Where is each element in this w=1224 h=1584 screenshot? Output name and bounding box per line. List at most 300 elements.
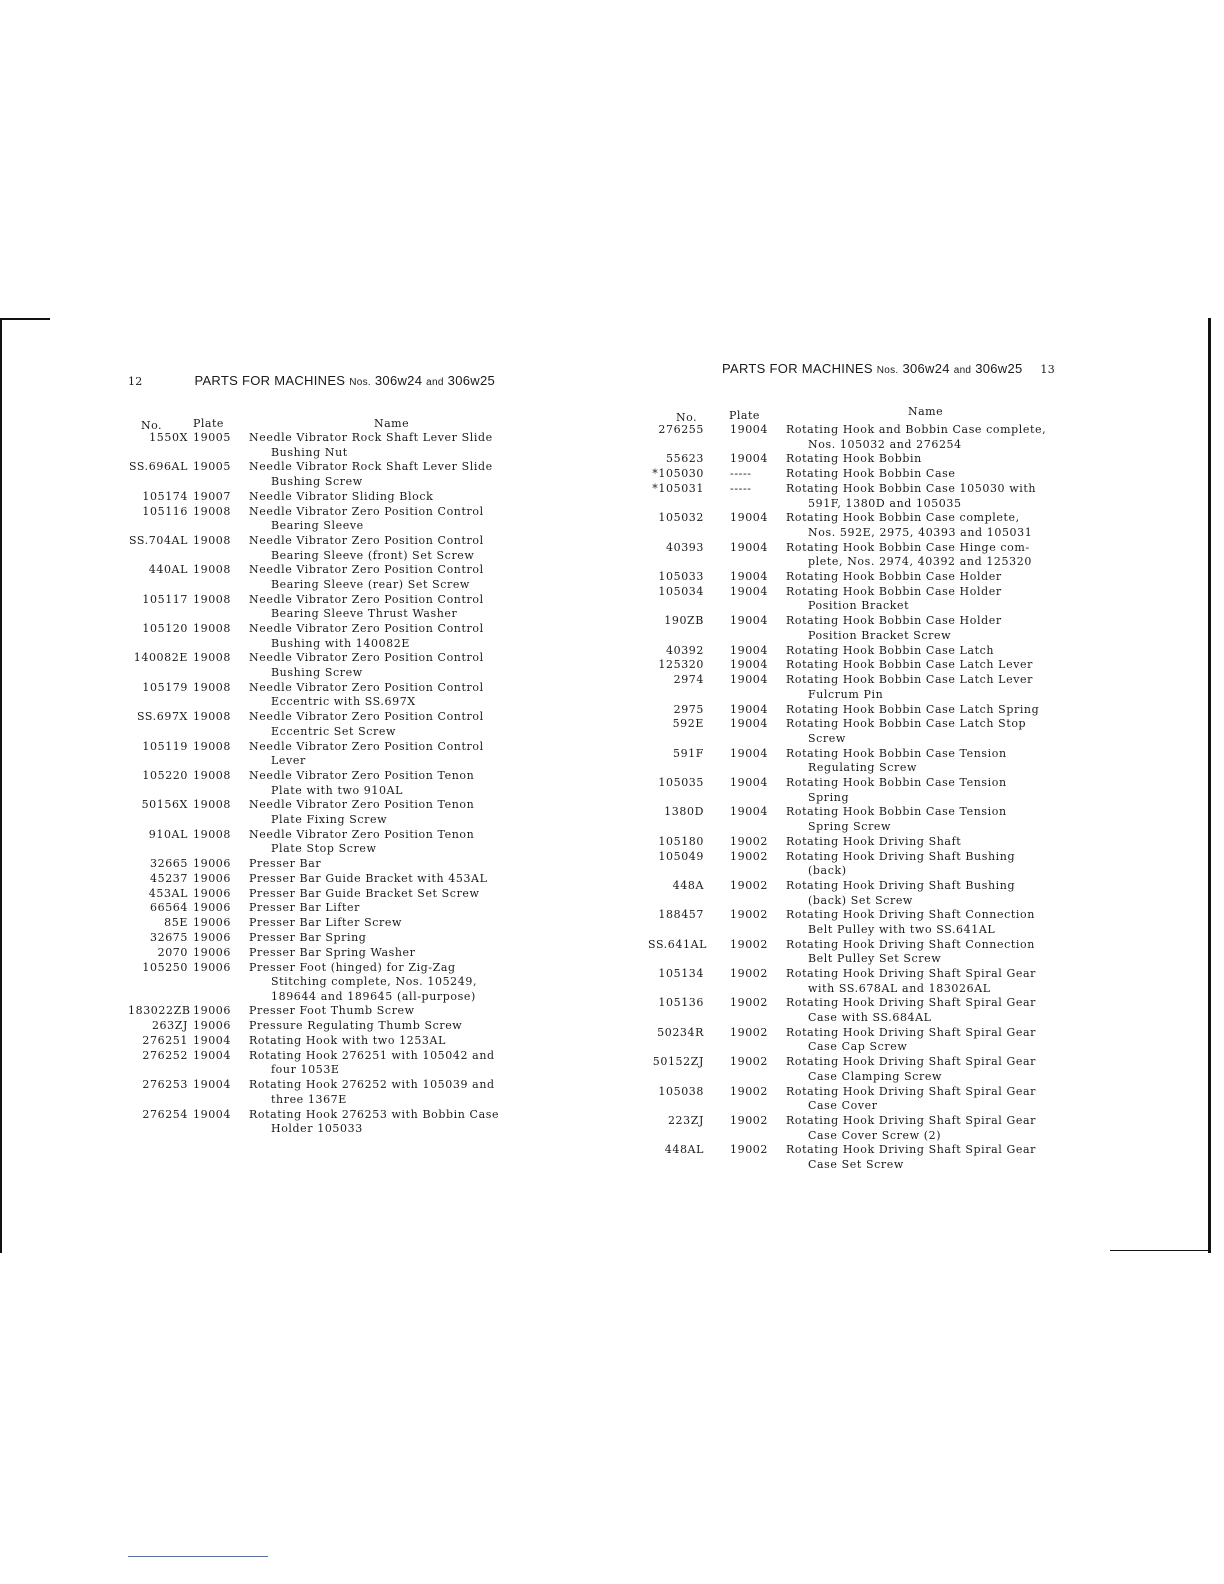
part-row [648,511,1068,540]
part-name-line: Eccentric with SS.697X [271,695,416,709]
plate-number: 19004 [730,540,768,554]
part-name [249,769,508,798]
part-name [786,423,1068,452]
part-name [786,967,1068,996]
part-row [128,901,508,916]
right-edge-vertical [1208,318,1211,1253]
part-name-line: Spring Screw [808,820,892,834]
part-name [786,585,1068,614]
part-name [786,673,1068,702]
part-name-line: Presser Bar Lifter [249,901,361,915]
part-name-line: plete, Nos. 2974, 40392 and 125320 [808,555,1032,569]
part-name-line: with SS.678AL and 183026AL [808,981,991,995]
part-name-line: Case Cover [808,1099,878,1113]
part-row [648,879,1068,908]
part-row [128,460,508,489]
part-number: 105120 [142,622,188,636]
part-name-line: Rotating Hook Driving Shaft Bushing [786,878,1016,892]
part-row [128,798,508,827]
part-row [128,887,508,902]
part-number: 448A [672,878,704,892]
part-row [648,1085,1068,1114]
part-name [249,622,508,651]
part-number: 40393 [666,540,704,554]
part-row [128,857,508,872]
part-name-line: Bearing Sleeve [271,519,364,533]
part-row [128,740,508,769]
part-row [648,658,1068,673]
part-row [128,1019,508,1034]
part-name-line: Plate with two 910AL [271,783,404,797]
part-name [249,887,508,902]
part-row [648,585,1068,614]
plate-number: 19004 [193,1107,231,1121]
parts-list-left [128,431,508,1137]
part-number: 223ZJ [667,1113,704,1127]
part-number: SS.696AL [128,460,188,474]
part-row [128,431,508,460]
plate-number: 19006 [193,916,231,930]
header-and: and [953,365,972,376]
part-name-line: Rotating Hook Bobbin Case Tension [786,805,1007,819]
part-row [128,681,508,710]
part-number: 276252 [142,1048,188,1062]
header-nos: Nos. [349,377,371,388]
part-name-line: Rotating Hook 276253 with Bobbin Case [249,1107,500,1121]
part-name-line: Case with SS.684AL [808,1011,932,1025]
part-name-line: Rotating Hook Bobbin Case complete, [786,511,1020,525]
part-number: 105174 [142,489,188,503]
part-row [648,614,1068,643]
part-row [648,835,1068,850]
part-name-line: Presser Bar Spring Washer [249,945,416,959]
plate-number: 19002 [730,967,768,981]
part-name-line: Rotating Hook Driving Shaft Bushing [786,849,1016,863]
part-name [249,490,508,505]
plate-number: 19004 [730,643,768,657]
part-row [128,1049,508,1078]
part-name [786,614,1068,643]
part-name [249,946,508,961]
part-number: 276254 [142,1107,188,1121]
part-name-line: Rotating Hook Bobbin Case Latch Spring [786,702,1040,716]
part-name [786,996,1068,1025]
part-name [786,1085,1068,1114]
part-name-line: Lever [271,754,306,768]
right-edge-rule [1110,1250,1211,1251]
part-name-line: Bushing Screw [271,474,363,488]
header-model-1: 306w24 [374,373,423,388]
page-number: 13 [1040,363,1056,376]
part-number: 32665 [150,857,188,871]
plate-number: 19004 [193,1048,231,1062]
plate-number: ----- [730,481,752,495]
part-name-line: (back) [808,864,847,878]
part-name [249,563,508,592]
part-name-line: Rotating Hook Driving Shaft Spiral Gear [786,1025,1037,1039]
part-number: 140082E [133,651,188,665]
part-name-line: Rotating Hook Bobbin Case Tension [786,746,1007,760]
part-name [249,651,508,680]
part-number: 105033 [658,570,704,584]
part-number: 276255 [658,423,704,436]
part-name-line: Stitching complete, Nos. 105249, [271,975,478,989]
part-name-line: Needle Vibrator Zero Position Control [249,680,484,694]
part-row [648,776,1068,805]
part-row [128,872,508,887]
part-row [128,622,508,651]
part-name [249,1019,508,1034]
part-number: *105030 [652,467,704,481]
part-name [249,505,508,534]
part-name-line: Rotating Hook Driving Shaft Connection [786,908,1035,922]
part-name [249,431,508,460]
part-name-line: Rotating Hook with two 1253AL [249,1034,446,1048]
part-name-line: Rotating Hook Driving Shaft Spiral Gear [786,1055,1037,1069]
part-number: 50152ZJ [652,1055,704,1069]
plate-number: 19004 [730,776,768,790]
header-model-1: 306w24 [902,361,950,376]
part-number: 591F [672,746,704,760]
part-row [128,1004,508,1019]
part-name-line: Needle Vibrator Sliding Block [249,489,434,503]
plate-number: 19007 [193,489,231,503]
part-name-line: (back) Set Screw [808,893,913,907]
part-name [786,703,1068,718]
part-number: 440AL [148,563,188,577]
plate-number: 19004 [730,423,768,436]
plate-number: 19002 [730,849,768,863]
part-row [648,1055,1068,1084]
part-row [128,651,508,680]
part-row [128,593,508,622]
part-name [249,931,508,946]
part-number: 50234R [657,1025,704,1039]
part-name [249,1034,508,1049]
part-name [249,798,508,827]
header-nos: Nos. [876,365,899,376]
part-name-line: Needle Vibrator Zero Position Control [249,592,484,606]
header-model-2: 306w25 [975,361,1023,376]
plate-number: 19004 [730,511,768,525]
part-row [128,961,508,1005]
page-number: 12 [128,375,143,388]
plate-number: 19002 [730,1055,768,1069]
part-name-line: Rotating Hook Bobbin Case Hinge com- [786,540,1030,554]
part-name-line: Needle Vibrator Zero Position Tenon [249,798,475,812]
part-name [786,805,1068,834]
part-name [249,534,508,563]
part-name [249,593,508,622]
part-name-line: Bushing with 140082E [271,636,410,650]
part-name-line: Rotating Hook Bobbin Case Latch Lever [786,658,1033,672]
plate-number: 19002 [730,908,768,922]
part-row [128,505,508,534]
part-row [128,534,508,563]
header-model-2: 306w25 [447,373,496,388]
part-row [128,1108,508,1137]
part-name-line: Rotating Hook Bobbin Case 105030 with [786,481,1037,495]
column-header-plate: Plate [729,409,760,422]
part-name-line: Presser Bar Guide Bracket Set Screw [249,886,480,900]
part-number: 105038 [658,1084,704,1098]
left-page-header [128,373,495,388]
part-name-line: Spring [808,790,850,804]
part-row [648,938,1068,967]
part-name-line: Rotating Hook Driving Shaft Spiral Gear [786,967,1037,981]
part-name-line: Rotating Hook Driving Shaft Spiral Gear [786,996,1037,1010]
plate-number: 19004 [730,702,768,716]
plate-number: 19008 [193,739,231,753]
part-name-line: Rotating Hook Driving Shaft Connection [786,937,1035,951]
part-number: 105116 [142,504,188,518]
plate-number: 19008 [193,827,231,841]
part-row [648,703,1068,718]
part-name-line: three 1367E [271,1092,347,1106]
part-number: 1380D [664,805,704,819]
part-name-line: Presser Bar [249,857,322,871]
part-name-line: Nos. 592E, 2975, 40393 and 105031 [808,525,1033,539]
part-name-line: 189644 and 189645 (all-purpose) [271,989,476,1003]
part-name [786,482,1068,511]
bottom-blue-rule [128,1556,268,1557]
part-name [249,857,508,872]
part-row [128,710,508,739]
part-name [786,938,1068,967]
plate-number: 19004 [730,658,768,672]
plate-number: 19008 [193,533,231,547]
plate-number: 19002 [730,1025,768,1039]
part-name [249,740,508,769]
part-number: 40392 [666,643,704,657]
part-number: 2070 [157,945,188,959]
part-number: SS.641AL [648,937,708,951]
part-name-line: Needle Vibrator Zero Position Control [249,622,484,636]
part-name-line: Needle Vibrator Zero Position Control [249,533,484,547]
plate-number: 19008 [193,768,231,782]
part-row [648,467,1068,482]
part-name-line: Case Clamping Screw [808,1069,943,1083]
part-name-line: Rotating Hook Driving Shaft Spiral Gear [786,1113,1037,1127]
part-name-line: Fulcrum Pin [808,687,884,701]
plate-number: 19002 [730,937,768,951]
header-title: PARTS FOR MACHINES [194,373,346,388]
part-name-line: Rotating Hook Bobbin Case Latch Stop [786,717,1027,731]
plate-number: 19004 [730,614,768,628]
part-number: 188457 [658,908,704,922]
plate-number: 19002 [730,834,768,848]
part-row [648,747,1068,776]
part-number: 105032 [658,511,704,525]
part-number: 183022ZB [128,1004,191,1018]
part-name-line: Needle Vibrator Zero Position Control [249,504,484,518]
parts-list-right [648,423,1068,1173]
part-number: 105179 [142,680,188,694]
part-name [786,511,1068,540]
part-name-line: Presser Bar Spring [249,930,367,944]
part-name [786,570,1068,585]
part-number: 105034 [658,584,704,598]
part-name-line: Rotating Hook Bobbin Case Holder [786,570,1002,584]
left-edge-vertical [0,318,2,1253]
part-number: 55623 [666,452,704,466]
plate-number: 19006 [193,945,231,959]
plate-number: 19004 [193,1034,231,1048]
part-number: 448AL [664,1143,704,1157]
part-name [786,644,1068,659]
plate-number: 19004 [730,717,768,731]
part-number: 276251 [142,1034,188,1048]
part-name [249,872,508,887]
part-name [249,1004,508,1019]
part-row [128,946,508,961]
part-row [648,908,1068,937]
plate-number: 19002 [730,1143,768,1157]
part-row [648,541,1068,570]
part-row [128,490,508,505]
part-number: 105117 [142,592,188,606]
part-name [249,828,508,857]
plate-number: 19006 [193,930,231,944]
column-header-no: No. [676,411,698,424]
part-number: 105250 [142,960,188,974]
part-name-line: Screw [808,731,846,745]
part-number: 105180 [658,834,704,848]
part-name [786,658,1068,673]
part-name [249,961,508,1005]
part-name-line: Bearing Sleeve (rear) Set Screw [271,577,470,591]
part-name-line: Needle Vibrator Zero Position Control [249,710,484,724]
column-header-no: No. [141,419,163,432]
column-header-name: Name [374,417,410,430]
part-name [249,901,508,916]
plate-number: 19006 [193,1004,231,1018]
part-name-line: Plate Stop Screw [271,842,377,856]
part-row [648,967,1068,996]
part-number: 85E [164,916,188,930]
part-number: 2974 [673,673,704,687]
part-name [249,710,508,739]
part-name-line: Needle Vibrator Zero Position Control [249,651,484,665]
part-name [786,835,1068,850]
column-header-plate: Plate [193,417,224,430]
part-name-line: Bushing Screw [271,666,363,679]
plate-number: 19004 [730,746,768,760]
plate-number: 19008 [193,651,231,665]
part-number: 592E [672,717,704,731]
part-name-line: Rotating Hook Bobbin Case [786,467,956,481]
part-name [786,541,1068,570]
left-edge-rule [0,318,50,320]
part-name-line: Case Cap Screw [808,1040,908,1054]
part-number: SS.704AL [128,533,188,547]
header-and: and [426,377,444,388]
plate-number: 19008 [193,592,231,606]
part-row [648,1026,1068,1055]
right-page-header [722,361,1055,376]
part-row [128,769,508,798]
plate-number: 19008 [193,710,231,724]
part-number: 1550X [149,431,188,444]
part-row [648,850,1068,879]
part-name [786,1114,1068,1143]
part-row [648,482,1068,511]
part-name [249,1108,508,1137]
part-name-line: Rotating Hook Driving Shaft Spiral Gear [786,1084,1037,1098]
part-name [786,452,1068,467]
part-number: 105220 [142,768,188,782]
part-row [128,1034,508,1049]
part-name-line: Bearing Sleeve Thrust Washer [271,607,458,621]
part-number: 105136 [658,996,704,1010]
part-number: 105134 [658,967,704,981]
part-name [786,1143,1068,1172]
part-name-line: Case Set Screw [808,1157,904,1171]
part-number: 2975 [673,702,704,716]
plate-number: ----- [730,467,752,481]
plate-number: 19002 [730,1084,768,1098]
plate-number: 19008 [193,680,231,694]
part-number: SS.697X [136,710,188,724]
part-name [249,916,508,931]
part-number: 66564 [150,901,188,915]
part-name-line: Presser Bar Guide Bracket with 453AL [249,871,488,885]
part-name-line: Rotating Hook Driving Shaft Spiral Gear [786,1143,1037,1157]
part-name [786,879,1068,908]
part-name-line: Position Bracket Screw [808,628,952,642]
part-number: 32675 [150,930,188,944]
part-name-line: Rotating Hook Bobbin Case Latch Lever [786,673,1033,687]
part-row [648,673,1068,702]
plate-number: 19006 [193,886,231,900]
part-name-line: Presser Foot (hinged) for Zig-Zag [249,960,456,974]
plate-number: 19008 [193,504,231,518]
part-name-line: Rotating Hook Bobbin [786,452,922,466]
part-name [786,1055,1068,1084]
part-name-line: Case Cover Screw (2) [808,1128,942,1142]
part-name [786,908,1068,937]
plate-number: 19006 [193,871,231,885]
part-name-line: Rotating Hook Bobbin Case Holder [786,614,1002,628]
part-row [648,805,1068,834]
plate-number: 19008 [193,563,231,577]
plate-number: 19002 [730,1113,768,1127]
part-name [786,1026,1068,1055]
plate-number: 19004 [193,1078,231,1092]
plate-number: 19004 [730,584,768,598]
plate-number: 19002 [730,996,768,1010]
plate-number: 19006 [193,960,231,974]
part-name-line: Needle Vibrator Rock Shaft Lever Slide [249,460,493,474]
part-number: 125320 [658,658,704,672]
plate-number: 19006 [193,1019,231,1033]
part-name-line: Position Bracket [808,599,910,613]
part-name-line: 591F, 1380D and 105035 [808,496,962,510]
plate-number: 19008 [193,798,231,812]
part-name-line: Regulating Screw [808,761,918,775]
part-number: 453AL [148,886,188,900]
part-name [249,1049,508,1078]
part-row [128,828,508,857]
part-number: 190ZB [664,614,704,628]
part-name-line: Pressure Regulating Thumb Screw [249,1019,463,1033]
part-name-line: Needle Vibrator Zero Position Tenon [249,768,475,782]
part-row [648,423,1068,452]
header-title: PARTS FOR MACHINES [722,361,873,376]
plate-number: 19004 [730,452,768,466]
part-name-line: four 1053E [271,1063,340,1077]
plate-number: 19005 [193,460,231,474]
